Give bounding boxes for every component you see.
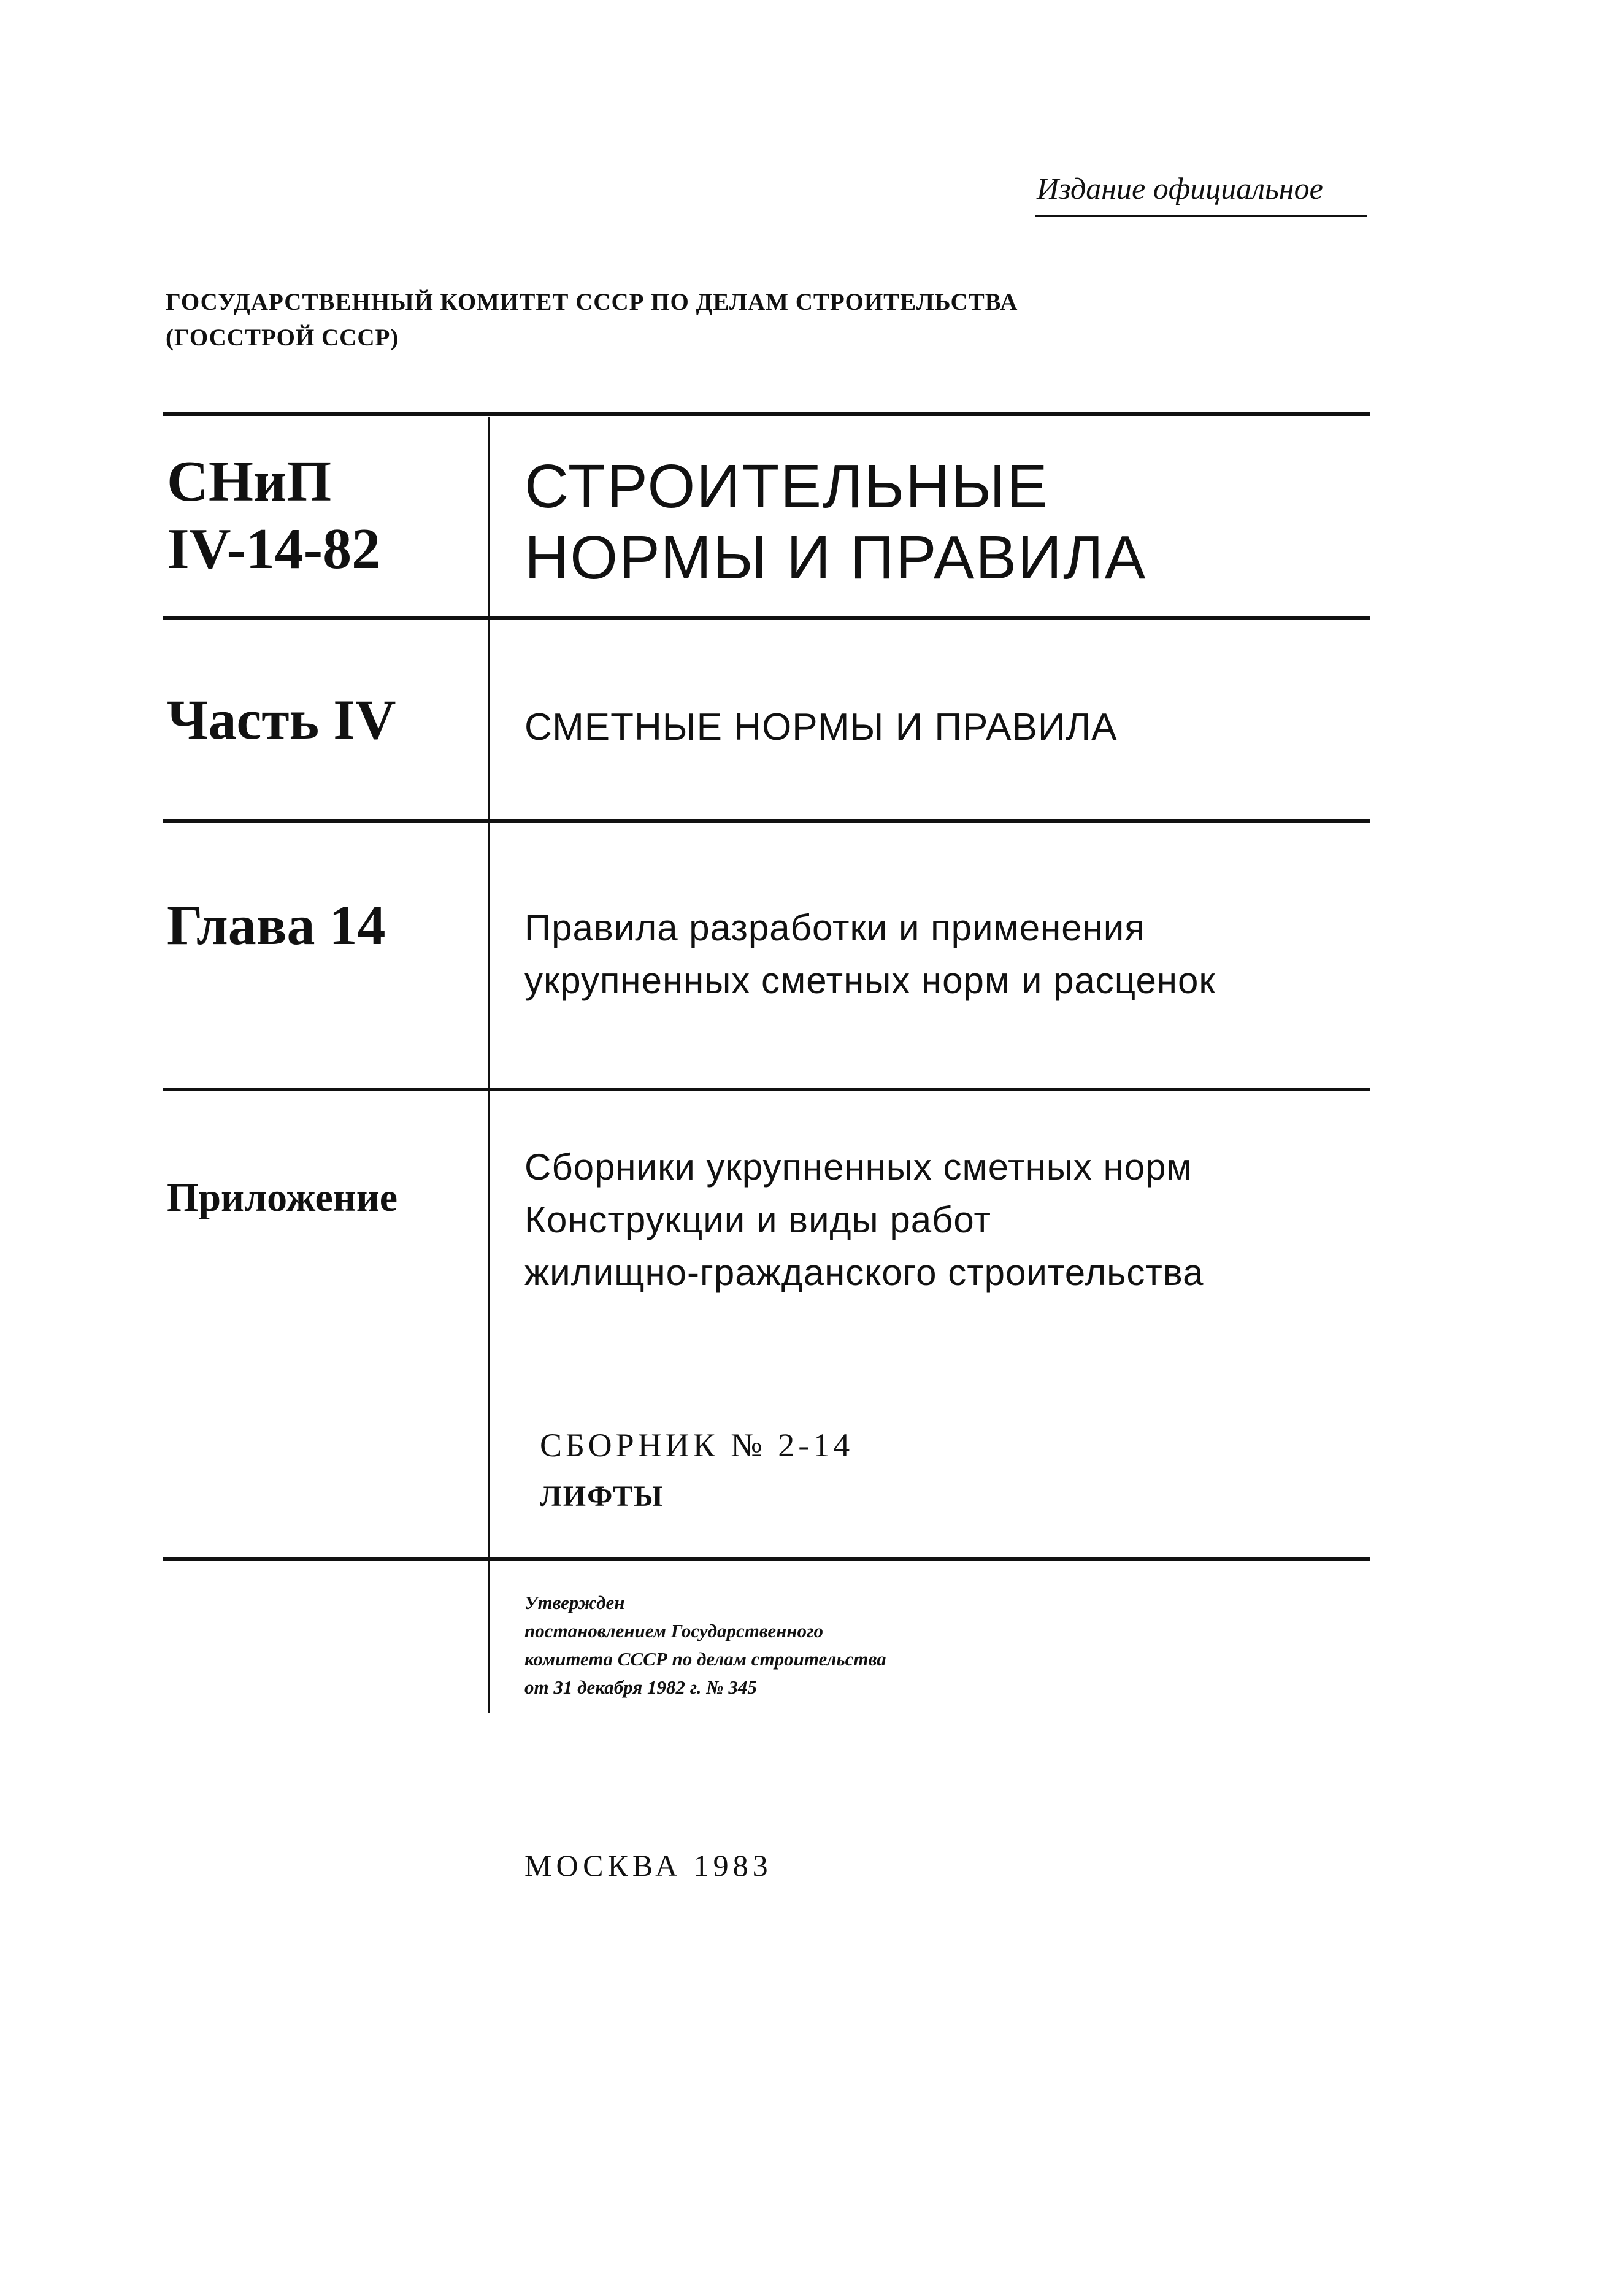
snip-code-line-2: IV-14-82 bbox=[167, 517, 381, 581]
appendix-title bbox=[524, 1141, 1204, 1299]
approval-line-2: постановлением Государственного bbox=[524, 1620, 823, 1641]
divider-snip bbox=[163, 616, 1370, 620]
approval-line-4: от 31 декабря 1982 г. № 345 bbox=[524, 1676, 757, 1698]
appendix-label: Приложение bbox=[167, 1175, 398, 1220]
snip-code-line-1: СНиП bbox=[167, 450, 332, 513]
divider-part bbox=[163, 819, 1370, 823]
collection-name: ЛИФТЫ bbox=[540, 1480, 664, 1513]
snip-title-line-2: НОРМЫ И ПРАВИЛА bbox=[524, 523, 1147, 592]
edition-label: Издание официальное bbox=[1037, 171, 1323, 205]
approval-line-3: комитета СССР по делам строительства bbox=[524, 1648, 886, 1670]
approval-line-1: Утвержден bbox=[524, 1592, 625, 1613]
committee-heading bbox=[166, 285, 1018, 356]
vertical-divider bbox=[488, 417, 490, 1713]
appendix-title-line-1: Сборники укрупненных сметных норм bbox=[524, 1146, 1192, 1188]
chapter-title-line-1: Правила разработки и применения bbox=[524, 907, 1145, 948]
part-label: Часть IV bbox=[167, 688, 396, 751]
committee-line-2: (ГОССТРОЙ СССР) bbox=[166, 324, 399, 351]
part-title: СМЕТНЫЕ НОРМЫ И ПРАВИЛА bbox=[524, 706, 1118, 748]
appendix-title-line-2: Конструкции и виды работ bbox=[524, 1199, 991, 1240]
divider-top bbox=[163, 412, 1370, 416]
approval-note bbox=[524, 1589, 886, 1702]
committee-line-1: ГОСУДАРСТВЕННЫЙ КОМИТЕТ СССР ПО ДЕЛАМ СТРОИТЕЛЬСТВА bbox=[166, 289, 1018, 315]
chapter-title bbox=[524, 902, 1216, 1007]
divider-appendix bbox=[163, 1557, 1370, 1561]
divider-chapter bbox=[163, 1088, 1370, 1091]
edition-underline bbox=[1035, 215, 1367, 217]
chapter-title-line-2: укрупненных сметных норм и расценок bbox=[524, 960, 1216, 1001]
snip-title-line-1: СТРОИТЕЛЬНЫЕ bbox=[524, 452, 1049, 521]
appendix-title-line-3: жилищно-гражданского строительства bbox=[524, 1252, 1204, 1293]
snip-title bbox=[524, 451, 1146, 593]
imprint-city-year: МОСКВА 1983 bbox=[524, 1848, 772, 1883]
collection-number: СБОРНИК № 2-14 bbox=[540, 1427, 854, 1464]
snip-code bbox=[167, 448, 380, 583]
chapter-label: Глава 14 bbox=[167, 894, 386, 956]
